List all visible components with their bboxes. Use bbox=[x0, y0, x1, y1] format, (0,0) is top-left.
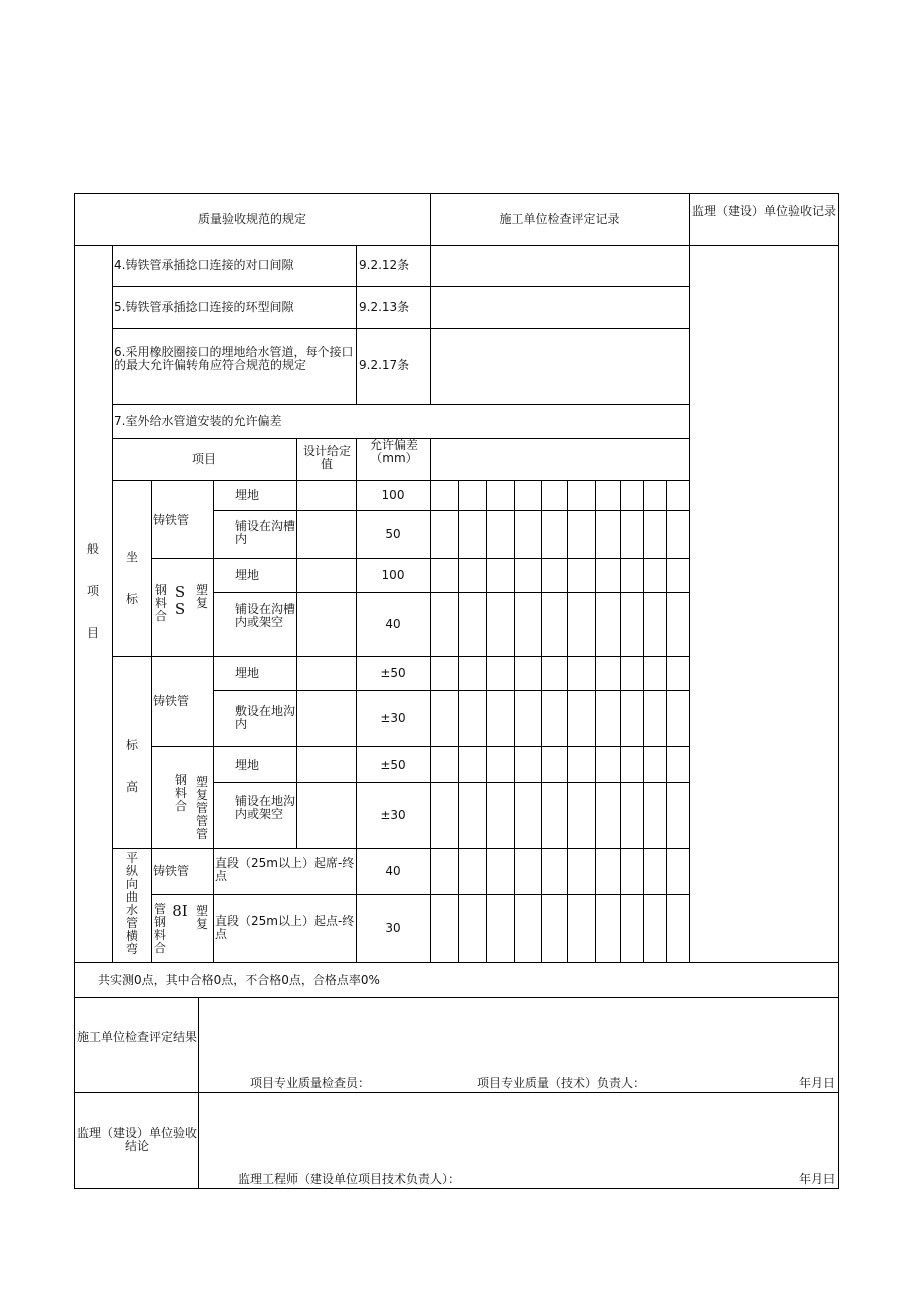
item-4-clause: 9.2.12条 bbox=[359, 258, 410, 272]
grid-line bbox=[567, 480, 568, 962]
grid-line bbox=[620, 480, 621, 962]
group-elevation: 标高 bbox=[125, 738, 138, 794]
row-condition: 敷设在地沟内 bbox=[235, 704, 296, 731]
supervising-engineer-label: 监理工程师（建设单位项目技术负责人）： bbox=[238, 1172, 461, 1186]
grid-line bbox=[356, 245, 357, 404]
grid-line bbox=[151, 480, 152, 962]
grid-line bbox=[112, 286, 690, 287]
row-condition: 铺设在沟槽内 bbox=[235, 519, 296, 546]
material-glyph-b: 8I bbox=[172, 902, 188, 920]
row-allowable: 100 bbox=[381, 568, 405, 582]
row-allowable: ±50 bbox=[380, 758, 406, 772]
group-slope-bend: 平纵向曲水管横弯 bbox=[125, 851, 138, 956]
row-condition: 埋地 bbox=[235, 568, 260, 582]
conclusion-label: 监理（建设）单位验收结论 bbox=[76, 1126, 197, 1153]
row-condition: 埋地 bbox=[235, 488, 260, 502]
row-allowable: 40 bbox=[385, 864, 401, 878]
item-4-text: 4.铸铁管承插捻口连接的对口间隙 bbox=[114, 258, 294, 272]
header-spec: 质量验收规范的规定 bbox=[197, 212, 306, 226]
grid-line bbox=[112, 245, 113, 962]
grid-line bbox=[296, 438, 297, 848]
material-cast-iron-2: 铸铁管 bbox=[153, 694, 190, 708]
row-allowable: 40 bbox=[385, 617, 401, 631]
header-construction-record: 施工单位检查评定记录 bbox=[499, 212, 620, 226]
material-cast-iron-3: 铸铁管 bbox=[153, 864, 190, 878]
result-date: 年月日 bbox=[799, 1076, 836, 1090]
grid-line bbox=[541, 480, 542, 962]
quality-tech-lead-label: 项目专业质量（技术）负责人： bbox=[477, 1076, 646, 1090]
conclusion-date: 年月曰 bbox=[799, 1172, 836, 1186]
material-plastic-composite-3: 塑复 bbox=[195, 904, 208, 931]
side-label-2: 项 bbox=[86, 584, 99, 598]
row-allowable: 50 bbox=[385, 527, 401, 541]
item-7-text: 7.室外给水管道安装的允许偏差 bbox=[114, 414, 282, 428]
grid-line bbox=[643, 480, 644, 962]
row-allowable: ±30 bbox=[380, 808, 406, 822]
header-supervision-record: 监理（建设）单位验收记录 bbox=[691, 204, 836, 218]
group-coordinate: 坐标 bbox=[125, 550, 138, 606]
grid-line bbox=[213, 592, 690, 593]
subheader-design-value: 设计给定值 bbox=[302, 444, 351, 471]
grid-line bbox=[112, 656, 690, 657]
side-label-3: 目 bbox=[86, 626, 99, 640]
grid-line bbox=[458, 480, 459, 962]
row-allowable: ±30 bbox=[380, 711, 406, 725]
side-label-1: 般 bbox=[86, 542, 99, 556]
grid-line bbox=[430, 438, 431, 962]
quality-inspector-label: 项目专业质量检查员： bbox=[250, 1076, 371, 1090]
material-glyph-a: SS bbox=[174, 583, 186, 618]
measurement-summary: 共实测0点，其中合格0点，不合格0点，合格点率0% bbox=[98, 973, 380, 987]
grid-line bbox=[213, 782, 690, 783]
grid-line bbox=[689, 193, 690, 962]
grid-line bbox=[213, 690, 690, 691]
grid-line bbox=[74, 962, 839, 963]
material-steel-composite-pipe-3: 管钢料合 bbox=[153, 902, 166, 955]
item-6-clause: 9.2.17条 bbox=[359, 358, 410, 372]
row-condition: 直段（25m以上）起点-终点 bbox=[215, 914, 355, 941]
result-label: 施工单位检查评定结果 bbox=[76, 1030, 197, 1044]
row-condition: 铺设在地沟内或架空 bbox=[235, 794, 296, 821]
grid-line bbox=[213, 480, 214, 962]
grid-line bbox=[74, 193, 839, 194]
grid-line bbox=[514, 480, 515, 962]
grid-line bbox=[486, 480, 487, 962]
grid-line bbox=[666, 480, 667, 962]
grid-line bbox=[151, 558, 690, 559]
material-steel-composite-1: 钢料合 bbox=[154, 583, 167, 623]
row-condition: 铺设在沟槽内或架空 bbox=[235, 602, 296, 629]
material-plastic-composite-1: 塑复 bbox=[195, 583, 208, 610]
grid-line bbox=[112, 328, 690, 329]
grid-line bbox=[198, 997, 199, 1188]
item-5-clause: 9.2.13条 bbox=[359, 300, 410, 314]
row-condition: 直段（25m以上）起席-终点 bbox=[215, 856, 355, 883]
grid-line bbox=[74, 245, 839, 246]
grid-line bbox=[151, 894, 690, 895]
grid-line bbox=[112, 848, 690, 849]
grid-line bbox=[74, 1092, 839, 1093]
subheader-item: 项目 bbox=[191, 452, 216, 466]
grid-line bbox=[213, 510, 690, 511]
row-condition: 埋地 bbox=[235, 758, 260, 772]
grid-line bbox=[838, 193, 839, 1189]
grid-line bbox=[112, 480, 690, 481]
grid-line bbox=[74, 193, 75, 1189]
grid-line bbox=[356, 438, 357, 962]
grid-line bbox=[595, 480, 596, 962]
material-cast-iron-1: 铸铁管 bbox=[153, 513, 190, 527]
grid-line bbox=[151, 746, 690, 747]
row-allowable: 100 bbox=[381, 488, 405, 502]
item-6-text: 6.采用橡胶圈接口的埋地给水管道，每个接口的最大允许偏转角应符合规范的规定 bbox=[114, 345, 354, 372]
material-plastic-composite-pipe-2: 塑复管管管 bbox=[195, 775, 208, 841]
grid-line bbox=[112, 404, 690, 405]
grid-line bbox=[74, 1188, 839, 1189]
item-5-text: 5.铸铁管承插捻口连接的环型间隙 bbox=[114, 300, 294, 314]
row-condition: 埋地 bbox=[235, 666, 260, 680]
material-steel-composite-2: 钢料合 bbox=[174, 773, 187, 813]
grid-line bbox=[74, 997, 839, 998]
row-allowable: ±50 bbox=[380, 666, 406, 680]
subheader-allowable-deviation: 允许偏差（mm） bbox=[369, 438, 418, 465]
row-allowable: 30 bbox=[385, 921, 401, 935]
